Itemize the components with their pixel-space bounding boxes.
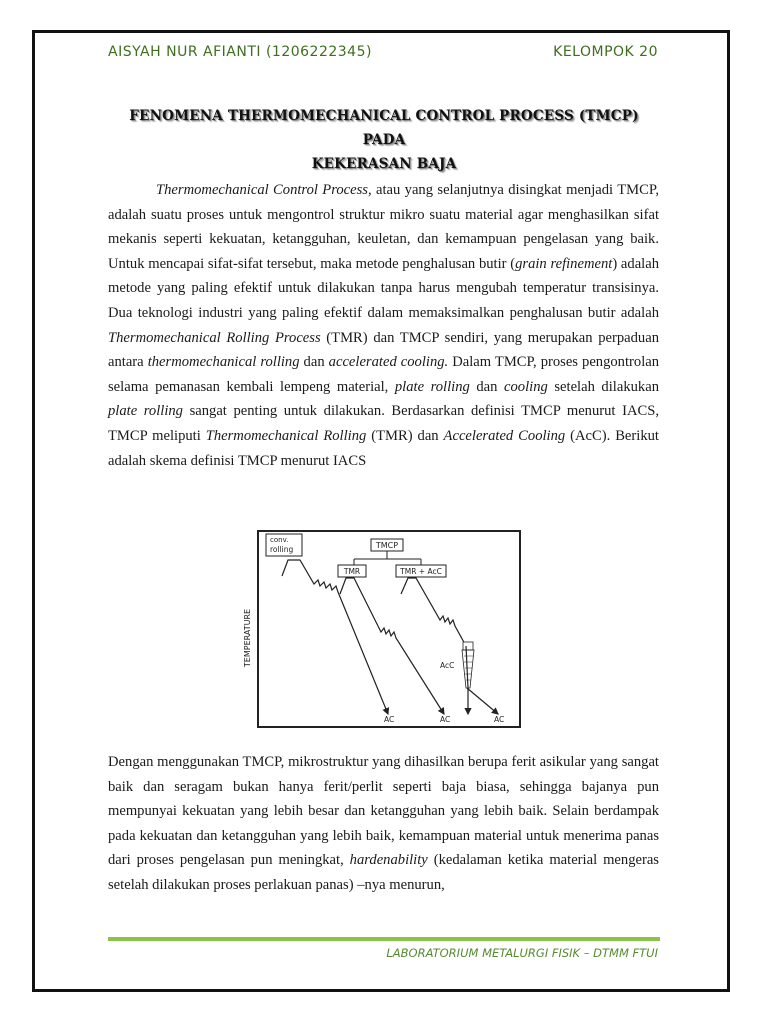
results-paragraph: Dengan menggunakan TMCP, mikrostruktur yang dihasilkan berupa ferit asikular yang sangat baik dan seragam bukan hanya ferit/perlit seperti baja biasa, sehingga bajanya pun mempunyai kekuatan yang lebih besar dan ketangguhan yang lebih baik. Selain berdampak pada kekuatan dan ketangguhan yang lebih baik, kemampuan material untuk menerima panas dari proses pengelasan pun meningkat, hardenability (kedalaman ketika material mengeras setelah dilakukan proses perlakuan panas) –nya menurun,	[108, 754, 659, 893]
footer-text: LABORATORIUM METALURGI FISIK – DTMM FTUI	[386, 946, 658, 960]
tmr-label: TMR	[343, 567, 361, 576]
conv-label-1: conv.	[270, 536, 289, 544]
title-line-1: FENOMENA THERMOMECHANICAL CONTROL PROCESS (TMCP) PADA	[129, 108, 639, 148]
tmr-acc-label: TMR + AcC	[400, 567, 442, 576]
acc-nozzle	[463, 642, 473, 650]
footer-divider	[108, 937, 660, 941]
header-group: KELOMPOK 20	[553, 44, 658, 60]
intro-paragraph: Thermomechanical Control Process, atau yang selanjutnya disingkat menjadi TMCP, adalah suatu proses untuk mengontrol struktur mikro suatu material agar menghasilkan sifat mekanis seperti kekuatan, ketangguhan, keuletan, dan kemampuan pengelasan yang baik. Untuk mencapai sifat-sifat tersebut, maka metode penghalusan butir (grain refinement) adalah metode yang paling efektif untuk dilakukan tanpa harus mengubah temperatur transisinya. Dua teknologi industri yang paling efektif dalam memaksimalkan penghalusan butir adalah Thermomechanical Rolling Process (TMR) dan TMCP sendiri, yang merupakan perpaduan antara thermomechanical rolling dan accelerated cooling. Dalam TMCP, proses pengontrolan selama pemanasan kembali lempeng material, plate rolling dan cooling setelah dilakukan plate rolling sangat penting untuk dilakukan. Berdasarkan definisi TMCP menurut IACS, TMCP meliputi Thermomechanical Rolling (TMR) dan Accelerated Cooling (AcC). Berikut adalah skema definisi TMCP menurut IACS	[108, 182, 660, 469]
tmcp-schematic-figure	[236, 528, 523, 730]
y-axis-label: TEMPERATURE	[243, 608, 252, 668]
document-title	[108, 104, 660, 176]
acc-label: AcC	[440, 661, 455, 670]
ac-label-3: AC	[494, 715, 505, 724]
ac-label-1: AC	[384, 715, 395, 724]
title-line-2: KEKERASAN BAJA	[311, 156, 457, 172]
tmcp-label: TMCP	[375, 541, 399, 550]
ac-label-2: AC	[440, 715, 451, 724]
header-author: AISYAH NUR AFIANTI (1206222345)	[108, 44, 372, 60]
conv-label-2: rolling	[270, 545, 294, 554]
